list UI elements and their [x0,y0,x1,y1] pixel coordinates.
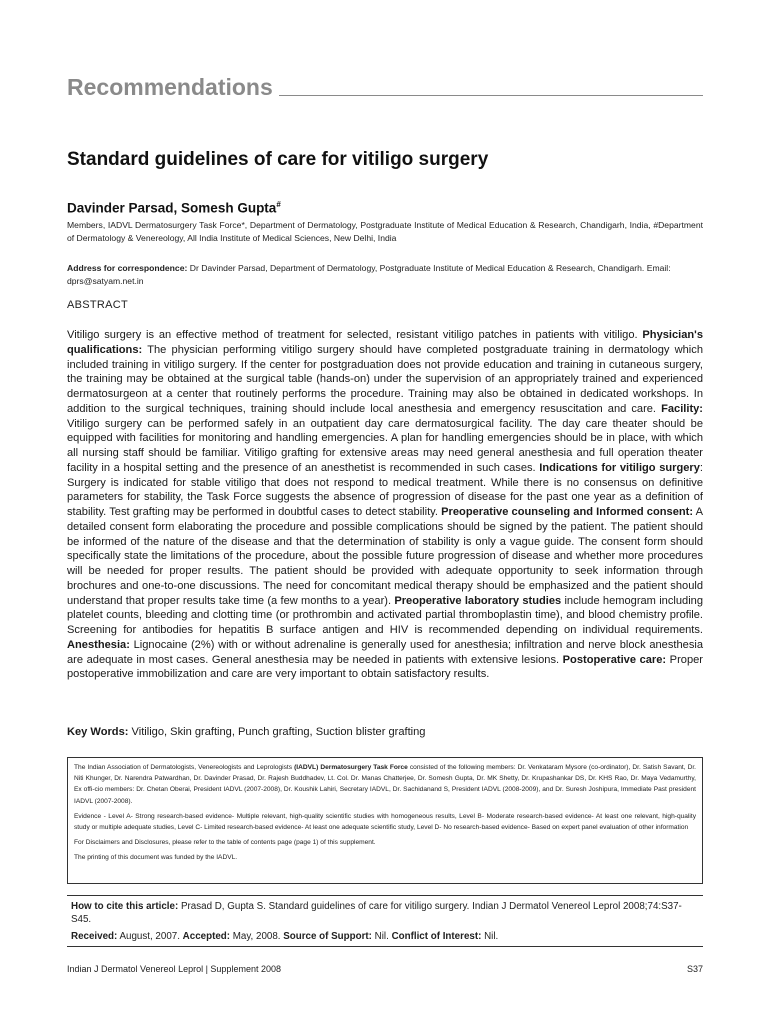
address-label: Address for correspondence: [67,263,188,273]
address-text: Dr Davinder Parsad, Department of Dermatology, Postgraduate Institute of Medical Education & Research, Chandigarh. Email: dprs@satyam.net.in [67,263,671,286]
abstract-subheading: Preoperative laboratory studies [394,594,562,607]
abstract-subheading: Facility: [661,402,703,415]
disclaimers-note: For Disclaimers and Disclosures, please refer to the table of contents page (page 1) of this supplement. [74,839,376,847]
abstract-text: : Surgery is indicated for stable vitiligo that does not respond to medical treatment. While there is no consensus on definitive parameters for stability, the Task Force suggests the absence of progression of disease for the past one year as a definition of stability. Test grafting may be performed in doubtful cases to detect stability. [67,461,703,518]
accepted-label: Accepted: [182,931,231,942]
author-mark: # [276,200,281,209]
citation-box [67,895,703,947]
keywords-text: Vitiligo, Skin grafting, Punch grafting, Suction blister grafting [128,726,426,738]
article-history [71,930,699,943]
abstract-text: Proper postoperative immobilization and care are very important to obtain satisfactory results. [67,653,703,681]
affiliation: Members, IADVL Dermatosurgery Task Force*, Department of Dermatology, Postgraduate Institute of Medical Education & Research, Chandigarh, India, #Department of Dermatology & Venereology, All India Institute of Medical Sciences, New Delhi, India [67,220,703,243]
correspondence-address [67,262,703,288]
article-title: Standard guidelines of care for vitiligo surgery [67,149,489,170]
author-names: Davinder Parsad, Somesh Gupta [67,200,277,216]
abstract-subheading: Postoperative care: [562,653,667,666]
received-label: Received: [71,931,118,942]
footer-journal: Indian J Dermatol Venereol Leprol | Supplement 2008 [67,964,281,974]
section-header [67,76,703,99]
support-label: Source of Support: [283,931,372,942]
abstract-subheading: Physician's qualifications: [67,329,703,356]
members-intro: The Indian Association of Dermatologists, Venereologists and Leprologists [74,764,295,771]
conflict-label: Conflict of Interest: [391,931,482,942]
abstract-heading: ABSTRACT [67,299,129,311]
abstract-text: The physician performing vitiligo surgery should have completed postgraduate training in dermatology which included training in vitiligo surgery. If the center for postgraduation does not provide education and training in cutaneous surgery, the training may be obtained at the surgical table (hands-on) under the supervision of an appropriately trained and experienced dermatosurgeon at a center that routinely performs the procedure. Training may also be obtained in dedicated workshops. In addition to the surgical techniques, training should include local anesthesia and emergency resuscitation and care. [67,343,703,415]
cite-text: Prasad D, Gupta S. Standard guidelines of care for vitiligo surgery. Indian J Dermatol Venereol Leprol 2008;74:S37-S45. [71,901,682,925]
abstract-subheading: Indications for vitiligo surgery [539,461,700,474]
conflict-value: Nil. [481,931,499,942]
received-date: August, 2007. [117,931,183,942]
section-header-rule [279,95,703,96]
abstract-subheading: Preoperative counseling and Informed consent: [441,506,694,518]
task-force-name: (IADVL) Dermatosurgery Task Force [294,764,408,771]
how-to-cite [71,900,699,926]
keywords [67,726,425,738]
abstract-body [67,328,703,682]
accepted-date: May, 2008. [230,931,284,942]
task-force-note [67,757,703,884]
evidence-levels: Evidence - Level A- Strong research-based evidence- Multiple relevant, high-quality scientific studies with homogeneous results, Level B- Moderate research-based evidence- At least one relevant, high-quality study or multiple adequate studies, Level C- Limited research-based evidence- At least one adequate scientific study, Level D- No research-based evidence- Based on expert panel evaluation of other information [74,812,696,832]
support-value: Nil. [371,931,392,942]
footer-page-number: S37 [686,964,703,974]
abstract-text: Vitiligo surgery is an effective method of treatment for selected, resistant vitiligo patches in patients with vitiligo. [67,329,643,341]
funding-note: The printing of this document was funded by the IADVL. [74,854,238,862]
cite-label: How to cite this article: [71,901,179,912]
members-list: consisted of the following members: Dr. Venkataram Mysore (co-ordinator), Dr. Satish Savant, Dr. Niti Khunger, Dr. Narendra Patwardhan, Dr. Davinder Prasad, Dr. Rajesh Buddhadev, Lt. Col. Dr. Manas Chatterjee, Dr. Somesh Gupta, Dr. MK Shetty, Dr. Krupashankar DS, Dr. KHS Rao, Dr. Maya Vedamurthy, Ex offi-cio members: Dr. Chetan Oberai, President IADVL (2007-2008), Dr. Koushik Lahiri, Secretary IADVL, Dr. Sachidanand S, President IADVL (2008-2009), and Dr. Suresh Joshipura, Immediate Past president IADVL (2007-2008). [74,764,697,805]
abstract-text: Lignocaine (2%) with or without adrenaline is generally used for anesthesia; infiltration and nerve block anesthesia are adequate in most cases. General anesthesia may be needed in patients with extensive lesions. [67,638,703,666]
authors [67,200,281,216]
abstract-subheading: Anesthesia: [67,638,130,651]
task-force-members [74,762,696,807]
keywords-label: Key Words: [67,726,129,738]
abstract-text: Vitiligo surgery can be performed safely in an outpatient day care dermatosurgical facility. The day care theater should be equipped with facilities for monitoring and handling emergencies. A plan for handling emergencies should be in place, with which all nursing staff should be familiar. Vitiligo grafting for extensive areas may need general anesthesia and full operation theater facility in a hospital setting and the presence of an anesthetist is recommended in such cases. [67,417,703,474]
abstract-text: include hemogram including platelet counts, bleeding and clotting time (or prothrombin and activated partial thromboplastin time), and blood chemistry profile. Screening for antibodies for hepatitis B surface antigen and HIV is recommended depending on individual requirements. [67,594,703,636]
section-header-label: Recommendations [67,74,273,100]
abstract-text: A detailed consent form elaborating the procedure and possible complications should be signed by the patient. The patient should be informed of the nature of the disease and that the determination of stability is only a vague guide. The consent form should specifically state the limitations of the procedure, about the possible future progression of disease and whether more procedures will be needed for proper results. The patient should be provided with adequate opportunity to seek information through brochures and one-to-one discussions. The need for concomitant medical therapy should be emphasized and the patient should understand that proper results take time (a few months to a year). [67,506,703,607]
